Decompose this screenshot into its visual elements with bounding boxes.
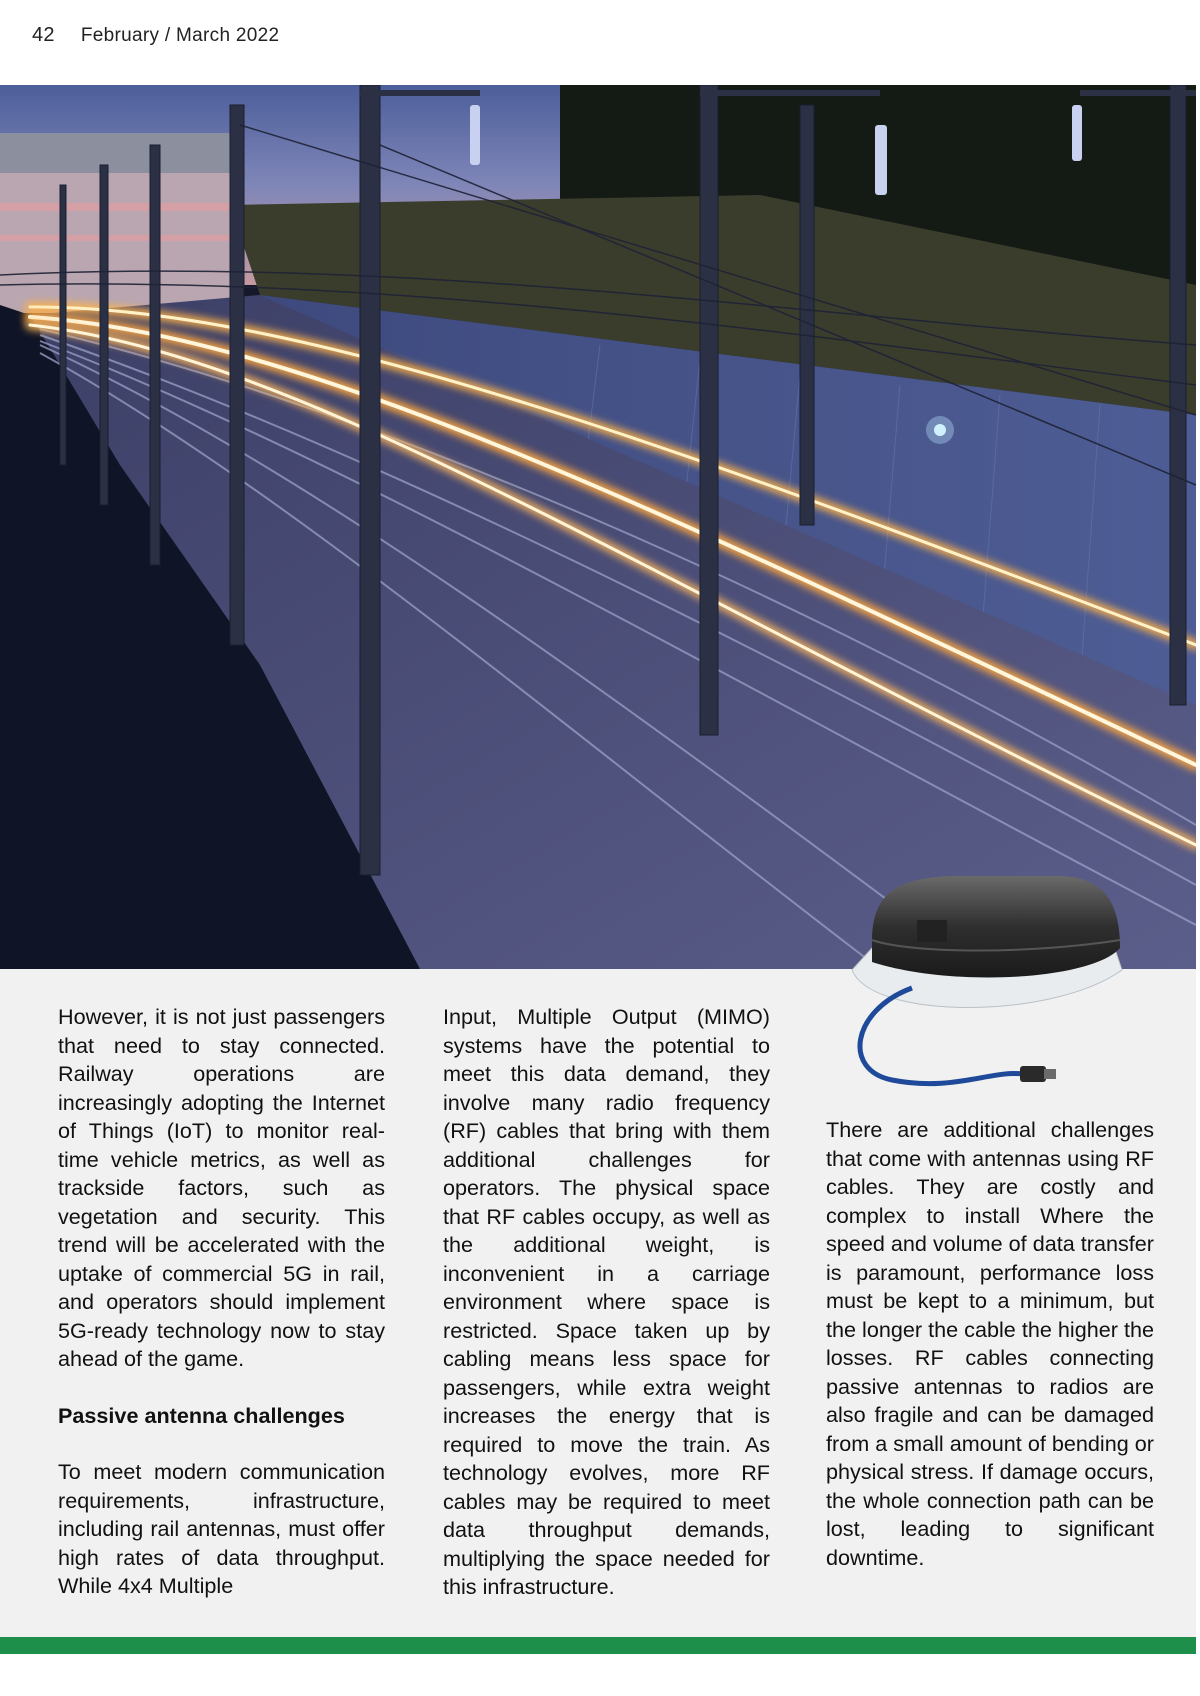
antenna-product-icon — [832, 870, 1132, 1100]
antenna-product-illustration — [832, 870, 1132, 1100]
page-number: 42 — [32, 24, 55, 46]
paragraph: To meet modern communication requirements, infrastructure, including rail antennas, must offer high rates of data throughput. While 4x4 Multiple — [58, 1459, 385, 1598]
footer-accent-bar — [0, 1637, 1196, 1654]
article-column-1 — [58, 1003, 385, 1601]
railway-light-trails-photo — [0, 85, 1196, 969]
paragraph: Input, Multiple Output (MIMO) systems have the potential to meet this data demand, they involve many radio frequency (RF) cables that bring with them additional challenges for operators. The physical space that RF cables occupy, as well as the additional weight, is inconvenient in a carriage environment where space is restricted. Space taken up by cabling means less space for passengers, while extra weight increases the energy that is required to move the train. As technology evolves, more RF cables may be required to meet data throughput demands, multiplying the space needed for this infrastructure. — [443, 1004, 770, 1599]
page-header — [32, 24, 279, 54]
article-column-2 — [443, 1003, 770, 1602]
paragraph: However, it is not just passengers that need to stay connected. Railway operations are increasingly adopting the Internet of Things (IoT) to monitor real-time vehicle metrics, as well as trackside factors, such as vegetation and security. This trend will be accelerated with the uptake of commercial 5G in rail, and operators should implement 5G-ready technology now to stay ahead of the game. — [58, 1004, 385, 1371]
issue-date: February / March 2022 — [80, 25, 280, 46]
railway-photo-illustration — [0, 85, 1196, 969]
article-column-3 — [826, 1116, 1154, 1572]
paragraph: There are additional challenges that come with antennas using RF cables. They are costly and complex to install Where the speed and volume of data transfer is paramount, performance loss must be kept to a minimum, but the longer the cable the higher the losses. RF cables connecting passive antennas to radios are also fragile and can be damaged from a small amount of bending or physical stress. If damage occurs, the whole connection path can be lost, leading to significant downtime. — [826, 1117, 1154, 1570]
section-subheading: Passive antenna challenges — [58, 1402, 345, 1428]
